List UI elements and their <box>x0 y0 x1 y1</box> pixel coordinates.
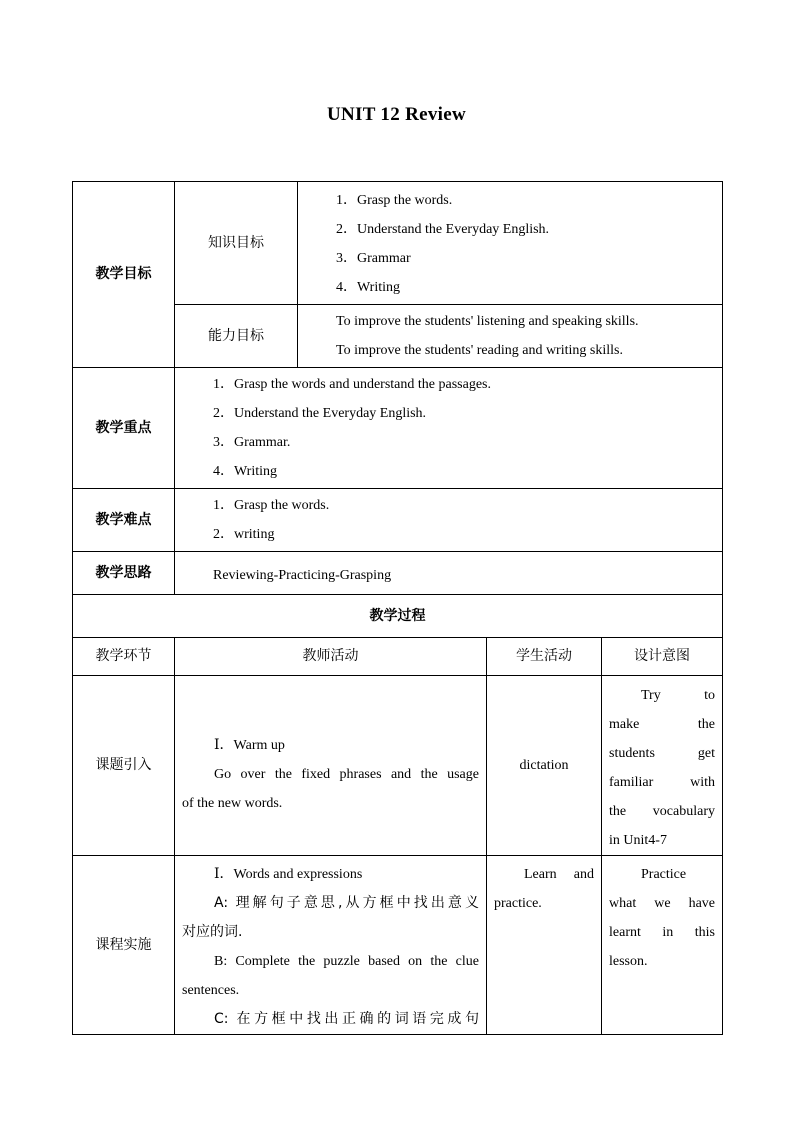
column-header-design: 设计意图 <box>602 638 723 676</box>
teacher-line: Ⅰ．Warm up <box>214 738 285 753</box>
design-line: familiar with <box>609 775 715 790</box>
column-header-student: 学生活动 <box>487 638 602 676</box>
design-line: what we have <box>609 896 715 911</box>
column-header-teacher: 教师活动 <box>175 638 487 676</box>
teacher-line: sentences. <box>182 983 240 998</box>
column-header-stage: 教学环节 <box>73 638 175 676</box>
process-row <box>73 676 723 856</box>
approach-text: Reviewing-Practicing-Grasping <box>213 568 392 583</box>
teacher-line: C: 在方框中找出正确的词语完成句 <box>214 1011 479 1027</box>
student-line: Learn and <box>524 867 594 882</box>
teacher-line: A: 理解句子意思,从方框中找出意义 <box>214 895 479 911</box>
knowledge-item: 3．Grammar <box>336 251 411 266</box>
knowledge-items <box>298 182 723 305</box>
objectives-knowledge-row <box>73 182 723 305</box>
document-title: UNIT 12 Review <box>327 104 466 125</box>
approach-text-cell <box>175 552 723 595</box>
student-line: practice. <box>494 896 542 911</box>
design-line: students get <box>609 746 715 761</box>
knowledge-item: 2．Understand the Everyday English. <box>336 222 550 237</box>
process-row <box>73 856 723 1035</box>
design-line: in Unit4-7 <box>609 833 667 848</box>
design-line: Try to <box>641 688 715 703</box>
process-header-row <box>73 638 723 676</box>
approach-label: 教学思路 <box>73 552 175 595</box>
student-activity: dictation <box>487 676 602 856</box>
ability-item: To improve the students' listening and speaking skills. <box>336 314 639 329</box>
key-point-item: 1．Grasp the words and understand the passages. <box>213 377 491 392</box>
design-line: make the <box>609 717 715 732</box>
teacher-line: 对应的词. <box>182 924 243 940</box>
difficulty-item: 2．writing <box>213 527 275 542</box>
objectives-label: 教学目标 <box>73 182 175 368</box>
teacher-activity <box>175 676 487 856</box>
key-points-label: 教学重点 <box>73 368 175 489</box>
design-intent <box>602 676 723 856</box>
design-line: learnt in this <box>609 925 715 940</box>
lesson-plan-table <box>72 181 723 1035</box>
process-heading: 教学过程 <box>73 595 723 638</box>
process-stage: 课题引入 <box>73 676 175 856</box>
knowledge-item: 4．Writing <box>336 280 400 295</box>
design-line: the vocabulary <box>609 804 715 819</box>
key-point-item: 2．Understand the Everyday English. <box>213 406 427 421</box>
knowledge-item: 1．Grasp the words. <box>336 193 453 208</box>
ability-items <box>298 305 723 368</box>
key-point-item: 4．Writing <box>213 464 277 479</box>
design-intent <box>602 856 723 1035</box>
key-point-item: 3．Grammar. <box>213 435 291 450</box>
process-stage: 课程实施 <box>73 856 175 1035</box>
teacher-line: of the new words. <box>182 796 283 811</box>
difficulties-label: 教学难点 <box>73 489 175 552</box>
student-activity <box>487 856 602 1035</box>
design-line: Practice <box>641 867 687 882</box>
difficulties-items <box>175 489 723 552</box>
knowledge-label: 知识目标 <box>175 182 298 305</box>
ability-label: 能力目标 <box>175 305 298 368</box>
teacher-line: Ⅰ．Words and expressions <box>214 867 363 882</box>
design-line: lesson. <box>609 954 648 969</box>
difficulty-item: 1．Grasp the words. <box>213 498 330 513</box>
ability-item: To improve the students' reading and writing skills. <box>336 343 623 358</box>
key-points-items <box>175 368 723 489</box>
process-heading-row <box>73 595 723 638</box>
key-points-row <box>73 368 723 489</box>
difficulties-row <box>73 489 723 552</box>
approach-row <box>73 552 723 595</box>
teacher-activity <box>175 856 487 1035</box>
teacher-line: Go over the fixed phrases and the usage <box>214 767 479 782</box>
teacher-line: B: Complete the puzzle based on the clue <box>214 954 479 969</box>
